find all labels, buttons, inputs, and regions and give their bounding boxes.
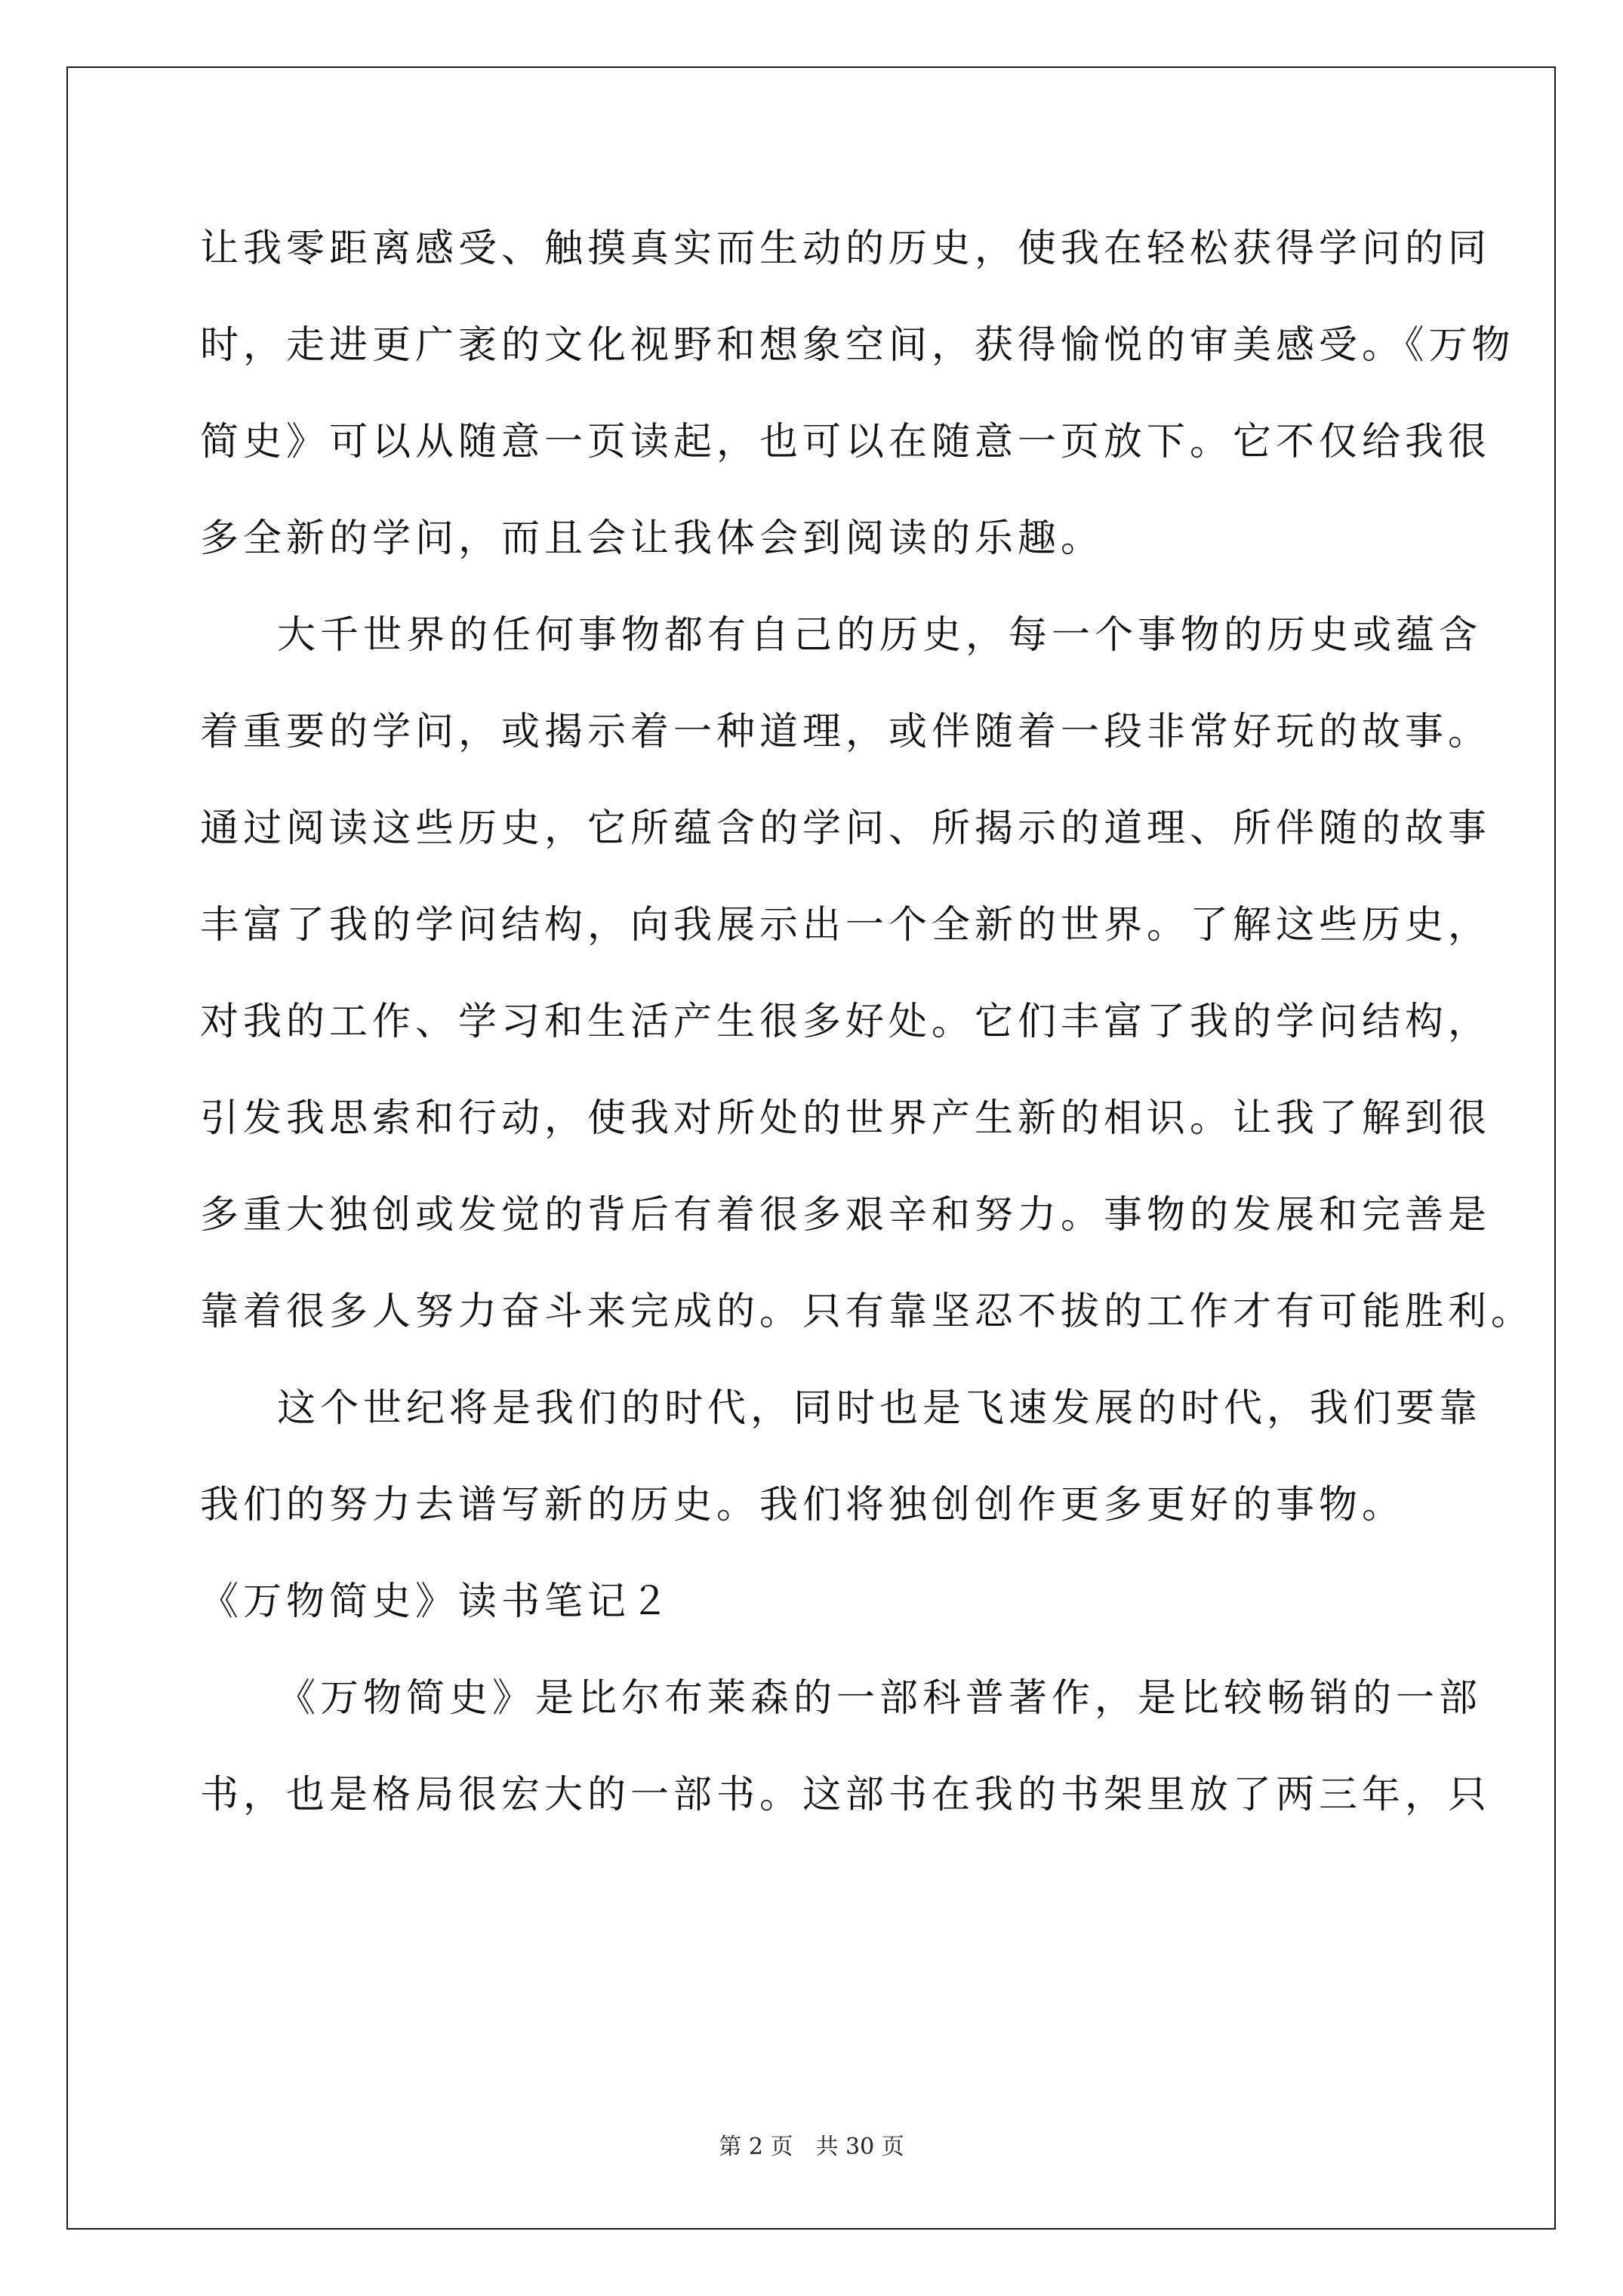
body-line: 丰富了我的学问结构，向我展示出一个全新的世界。了解这些历史， (200, 903, 1492, 948)
body-line: 我们的努力去谱写新的历史。我们将独创创作更多更好的事物。 (200, 1483, 1406, 1527)
body-line: 简史》可以从随意一页读起，也可以在随意一页放下。它不仅给我很 (200, 420, 1492, 464)
body-line: 多重大独创或发觉的背后有着很多艰辛和努力。事物的发展和完善是 (200, 1193, 1492, 1237)
body-line: 书，也是格局很宏大的一部书。这部书在我的书架里放了两三年，只 (200, 1773, 1492, 1817)
page-number-footer: 第 2 页 共 30 页 (719, 2134, 904, 2160)
paragraph-start-line: 这个世纪将是我们的时代，同时也是飞速发展的时代，我们要靠 (277, 1386, 1483, 1431)
body-line: 时，走进更广袤的文化视野和想象空间，获得愉悦的审美感受。《万物 (200, 323, 1515, 368)
body-line: 多全新的学问，而且会让我体会到阅读的乐趣。 (200, 516, 1104, 561)
section-heading: 《万物简史》读书笔记２ (200, 1579, 674, 1624)
body-line: 靠着很多人努力奋斗来完成的。只有靠坚忍不拔的工作才有可能胜利。 (200, 1290, 1535, 1334)
paragraph-start-line: 大千世界的任何事物都有自己的历史，每一个事物的历史或蕴含 (277, 613, 1483, 658)
paragraph-start-line: 《万物简史》是比尔布莱森的一部科普著作，是比较畅销的一部 (277, 1676, 1483, 1721)
body-line: 通过阅读这些历史，它所蕴含的学问、所揭示的道理、所伴随的故事 (200, 806, 1492, 851)
body-line: 对我的工作、学习和生活产生很多好处。它们丰富了我的学问结构， (200, 1000, 1492, 1044)
body-line: 引发我思索和行动，使我对所处的世界产生新的相识。让我了解到很 (200, 1096, 1492, 1141)
body-line: 着重要的学问，或揭示着一种道理，或伴随着一段非常好玩的故事。 (200, 710, 1492, 754)
document-body (200, 219, 1535, 1862)
body-line: 让我零距离感受、触摸真实而生动的历史，使我在轻松获得学问的同 (200, 227, 1492, 271)
